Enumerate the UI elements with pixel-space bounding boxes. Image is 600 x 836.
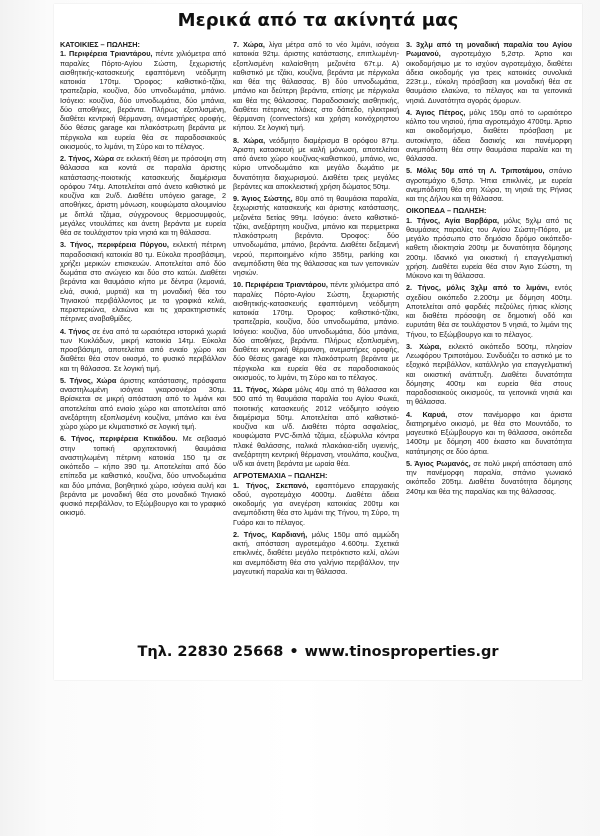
listing-lead: 2. Τήνος, μόλις 3χλμ από το λιμάνι,	[406, 283, 550, 293]
listing-text: σε πολύ μικρή απόσταση από την πανέμορφη παραλία, σπάνιο γωνιακό οικόπεδο 205τμ. Διαθέτει δυνατότητα δόμησης 240τμ και θέα της παραλίας και της θάλασσας.	[406, 458, 572, 496]
listing-text: αγροτεμάχιο 5,2στρ. Άρτιο και οικοδομήσιμο με το ισχύον αγροτεμάχιο, διαθέτει άδεια οικοδομής για τρεις κατοικίες συνολικά 223τ.μ., εύκολη πρόσβαση και μοναδική θέα σε θαυμάσιο ελαιώνα, το πέλαγος και τα γειτονικά νησιά. Δυνατότητα αγοράς όμορων.	[406, 49, 572, 105]
property-listing	[233, 385, 399, 468]
property-listing	[406, 410, 572, 456]
listing-text: στον πανέμορφο και άριστα διατηρημένο οικισμό, με θέα στο Μουντάδο, το μαγευτικό Εξώμβουργο και τη θάλασσα, οικόπεδα 1400τμ με δόμηση 400 έκαστο και δυνατότητα κατάτμησης σε δύο άρτια.	[406, 409, 572, 456]
property-listing	[60, 434, 226, 517]
property-listing	[60, 240, 226, 323]
listing-text: Με σεβασμό στην τοπική αρχιτεκτονική θαυμάσια αναστηλωμένη πέτρινη κατοικία 150 τμ σε οικόπεδο – κήπο 390 τμ. Αποτελείται από δύο επίπεδα με καθιστικό, κουζίνα, δύο υπνοδωμάτια και δύο μπάνια, βοηθητικό χώρο, ισόγεια αυλή και βεράντα με μοναδική θέα στο μοναδικό Τηνιακό φυσικό περιβάλλον, το Εξώμβουργο και το γραφικό οικισμό.	[60, 434, 226, 518]
listing-text: εκλεκτό οικόπεδο 500τμ, πλησίον Λεωφόρου Τριποτάμου. Συνδυάζει το αστικό με το εξοχικό περιβάλλον, κατάλληλο για επαγγελματική και οικιστική ανάπτυξη. Διαθέτει δυνατότητα δόμησης 400τμ και ευρεία θέα στους παραδοσιακούς οικισμούς, τα γειτονικά νησιά και τη θάλασσα.	[406, 341, 572, 407]
footer-separator: •	[289, 644, 299, 660]
listing-lead: 3. Τήνος, περιφέρεια Πύργου,	[60, 240, 169, 250]
property-listing	[406, 283, 572, 339]
property-listing	[233, 136, 399, 192]
page-title: Μερικά από τα ακίνητά μας	[177, 10, 459, 31]
listing-lead: 3. 3χλμ από τη μοναδική παραλία του Αγίου Ρωμανού,	[406, 40, 572, 59]
property-listing	[406, 166, 572, 203]
listing-lead: 4. Άγιος Πέτρος,	[406, 107, 466, 117]
listing-text: εφαπτόμενο επαρχιακής οδού, αγροτεμάχιο 4000τμ. Διαθέτει άδεια οικοδομής για ανεγέρση κατοικίας 200τμ και ανεμπόδιστη θέα στο λιμάνι της Τήνου, τη Σύρο, τη Γυάρο και το πέλαγος.	[233, 480, 399, 527]
listing-lead: 4. Τήνος	[60, 326, 90, 336]
property-listing	[406, 40, 572, 105]
property-listing	[60, 49, 226, 151]
website-link[interactable]: www.tinosproperties.gr	[304, 644, 499, 660]
listing-lead: 1. Τήνος, Σκεπανό,	[233, 480, 309, 490]
listing-lead: 2. Τήνος, Καρδιανή,	[233, 529, 308, 539]
property-listing	[233, 194, 399, 277]
listing-text: σε ένα από τα ωραιότερα ιστορικά χωριά των Κυκλάδων, μικρή κατοικία 14τμ. Εύκολα προσβάσιμη, αποτελείται από ενιαίο χώρο και διαθέτει θέα στον οικισμό, το φυσικό περιβάλλον και τη θάλασσα. Σε λογική τιμή.	[60, 326, 226, 373]
listing-lead: 2. Τήνος, Χώρα	[60, 154, 114, 163]
listing-lead: 3. Χώρα,	[406, 341, 442, 351]
listing-lead: 1. Περιφέρεια Τριαντάρου,	[60, 49, 153, 59]
listing-text: νεόδμητο διαμέρισμα Β ορόφου 87τμ. Άριστη κατασκευή με καλή μόνωση, αποτελείται από άνετο χώρο κουζίνας-καθιστικού, μπάνιο, wc, κύριο υπνοδωμάτιο και μεγάλο δωμάτιο με δυνατότητα διαχωρισμού. Διαθέτει τρεις μεγάλες βεράντες και αποκλειστική χρήση δώματος 50τμ.	[233, 135, 399, 191]
listing-text: μόλις 5χλμ από τις θαυμάσιες παραλίες του Αγίου Σώστη-Πόρτο, με μεγάλο πρόσωπο στο δημόσιο δρόμο οικόπεδο-καθετη ιδιοκτησία 200τμ με δυνατότητα δόμησης 200τμ. Ιδανικό για οικιστική ή επαγγελματική χρήση. Διαθέτει ευρεία θέα στον Άγιο Σώστη, τη Μύκονο και τη θάλασσα.	[406, 215, 572, 280]
column-3	[406, 40, 572, 634]
listing-lead: 6. Τήνος, περιφέρεια Κτικάδου.	[60, 434, 178, 444]
property-listing	[60, 376, 226, 432]
listing-text: μόλις 40μ από τη θάλασσα και 500 από τη θαυμάσια παραλία του Αγίου Φωκά, ποιοτικής κατασκευής 2012 νεόδμητο ισόγειο διαμέρισμα 50τμ. Αποτελείται από καθιστικό-κουζίνα και υ/δ. Διαθέτει πόρτα ασφαλείας, κουφώματα PVC-διπλά τζάμια, εξώφυλλα κόντρα πλακέ θαλάσσης, ιταλικά πλακάκια-είδη υγιεινής, ανεξάρτητη κεντρική θέρμανση, ντουλάπα, κουζίνα, υ/δ και άνετη βεράντα με ωραία θέα.	[233, 385, 399, 468]
contact-footer	[54, 644, 582, 660]
listing-text: μόλις 150μ από αμμώδη ακτή, απόσταση αγροτεμάχιο 4.600τμ. Σχετικά επικλινές, διαθέτει μεγάλο πετρόκτιστο κελί, αλώνι και ανεμπόδιστη θέα στο γαλήνιο περιβάλλον, την μαγευτική παραλία και τη θάλασσα.	[233, 529, 399, 576]
column-1	[60, 40, 226, 634]
listing-lead: 7. Χώρα,	[233, 40, 265, 49]
listing-text: πέντε χιλιόμετρα από παραλίες Πόρτο-Αγίου Σώστη, ξεχωριστής αισθητικής-κατασκευής εφαπτόμενη νεόδμητη κατοικία 170τμ. Όροφος: καθιστικό-τζάκι, τραπεζαρία, κουζίνα, δύο υπνοδωμάτια, μπάνιο. Ισόγειο: κουζίνα, δύο υπνοδωμάτια, δύο μπάνια, δύο αποθήκες, βεράντα. Πλήρως εξοπλισμένη, διαθέτει κεντρική θέρμανση, ανεμιστήρες οροφής, δύο θέσεις garage και πλακόστρωτη βεράντα με πέργκολα και ευρεία θέα σε παραδοσιακούς οικισμούς, το λιμάνι, τη Σύρο και το πέλαγος.	[233, 280, 399, 382]
section-heading: ΚΑΤΟΙΚΙΕΣ – ΠΩΛΗΣΗ:	[60, 40, 140, 49]
property-listing	[60, 327, 226, 373]
property-listing	[406, 459, 572, 496]
listing-lead: 8. Χώρα,	[233, 135, 266, 145]
listing-lead: 9. Άγιος Σώστης,	[233, 194, 293, 203]
section-heading: ΟΙΚΟΠΕΔΑ – ΠΩΛΗΣΗ:	[406, 206, 487, 216]
listing-text: σε εκλεκτή θέση με πρόσοψη στη θάλασσα και κοντά σε παραλία άριστης κατάστασης-ποιοτικής κατασκευής διαμέρισμα ορόφου 74τμ. Αποτελείται από άνετο καθιστικό με κουζίνα και 2υ/δ. Διαθέτει υπόγειο garage, 2 αποθήκες, άριστη μόνωση, κουφώματα αλουμινίου με διπλά τζάμια, σύγχρονους θερμοσυμφούς, μεγάλες ντουλάπες και άνετη βεράντα με ευρεία θέα σε τουλάχιστον τρία νησιά και τη θάλασσα.	[60, 154, 226, 237]
listing-lead: 4. Καρυά,	[406, 409, 448, 419]
listing-text: λίγα μέτρα από το νέο λιμάνι, ισόγεια κατοικία 92τμ. άριστης κατάστασης, επιπλωμένη-εξοπλισμένη καλαίσθητη μεζονέτα 67τ.μ. Α) καθιστικό με τζάκι, κουζίνα, βεράντα με πέργκολα και θέα της θάλασσας. Β) δύο υπνοδωμάτια, μπάνιο και δεύτερη βεράντα, επίσης με πέργκολα και θέα της θάλασσας. Παραδοσιακής αισθητικής, διαθέτει πέτρινες πλάκες στο δάπεδο, ηλεκτρική θέρμανση (convectors) και χρήση κοινόχρηστου κήπου. Σε λογική τιμή.	[233, 40, 399, 133]
property-listing	[233, 40, 399, 133]
phone-number: Τηλ. 22830 25668	[137, 644, 284, 660]
listing-text: μόλις 150μ από το ωραιότερο κόλπο του νησιού, ήπια αγροτεμάχιο 4700τμ. Άρτιο και οικοδομήσιμο, διαθέτει πρόσβαση με αυτοκίνητο, άδεια δασικής και πανέμορφη ανεμπόδιστη θέα στην θαυμάσια παραλία και τη θάλασσα.	[406, 107, 572, 163]
listing-lead: 5. Άγιος Ρωμανός,	[406, 458, 471, 468]
column-2	[233, 40, 399, 634]
property-listing	[406, 216, 572, 281]
listing-lead: 5. Μόλις 50μ από τη Λ. Τριποτάμου,	[406, 166, 545, 176]
newspaper-clipping	[54, 4, 582, 680]
property-listing	[60, 154, 226, 237]
listing-text: άριστης κατάστασης, πρόσφατα αναστηλωμένη ισόγεια γκαρσονιέρα 30τμ. Βρίσκεται σε μικρή απόσταση από το λιμάνι και αποτελείται από ενιαίο χώρο και αποτελείται από ανεξάρτητη εξοπλισμένη κουζίνα, μπάνιο και ένα χώρο χώρο με κλιματιστικό σε λογική τιμή.	[60, 375, 226, 431]
property-listing	[233, 280, 399, 382]
listing-text: εντός σχεδίου οικόπεδο 2.200τμ με δόμηση 400τμ. Αποτελείται από φαρδιές πεζούλες ήπιας κλίσης και διαθέτει πρόσοψη σε δημοτική οδό και ευρυτάτη θέα σε τουλάχιστον 5 νησιά, το λιμάνι της Τήνου, το Εξώμβουργο και το πέλαγος.	[406, 283, 572, 339]
listing-lead: 1. Τήνος, Αγία Βαρβάρα,	[406, 215, 500, 225]
section-heading: ΑΓΡΟΤΕΜΑΧΙΑ – ΠΩΛΗΣΗ:	[233, 471, 328, 481]
property-listing	[233, 530, 399, 576]
listing-lead: 11. Τήνος, Χώρα	[233, 385, 293, 394]
listing-text: σπάνιο αγροτεμάχιο 6,5στρ. Ήπια επικλινές, με ευρεία ανεμπόδιστη θέα στη Χώρα, τη νησιά της Ρήνιας και της Δήλου και τη θάλασσα.	[406, 166, 572, 203]
property-listing	[406, 342, 572, 407]
property-listing	[233, 481, 399, 527]
listing-lead: 5. Τήνος, Χώρα	[60, 375, 117, 385]
listing-text: πέντε χιλιόμετρα από παραλίες Πόρτο-Αγίου Σώστη, ξεχωριστής αισθητικής-κατασκευής εφαπτόμενη νεόδμητη κατοικία 170τμ. Όροφος: καθιστικό-τζάκι, τραπεζαρία, κουζίνα, δύο υπνοδωμάτια, μπάνιο. Ισόγειο: κουζίνα, δύο υπνοδωμάτια, δύο μπάνια, δύο αποθήκες, βεράντα. Πλήρως εξοπλισμένη, διαθέτει κεντρική θέρμανση, ανεμιστήρες οροφής, δύο θέσεις garage και πλακόστρωτη βεράντα με πέργκολα και ευρεία θέα σε παραδοσιακούς οικισμούς, το λιμάνι, τη Σύρο και το πέλαγος.	[60, 49, 226, 151]
property-listing	[406, 108, 572, 164]
listing-text: 80μ από τη θαυμάσια παραλία, ξεχωριστής κατασκευής και άριστης κατάστασης, μεζονέτα 5ετίας 99τμ. Ισόγειο: άνετο καθιστικό-τζάκι, ανεξάρτητη κουζίνα, μπάνιο και περιμετρικα πλακόστρωτη βεράντα. Όροφος: δύο υπνοδωμάτια, μπάνιο, βεράντα. Διαθέτει δεξαμενή νερού, περιποιημένο κήπο 355τμ, parking και ανεμπόδιστη θέα της θάλασσας και των γειτονικών νησιών.	[233, 194, 399, 277]
listing-text: εκλεκτή πέτρινη παραδοσιακή κατοικία 80 τμ. Εύκολα προσβάσιμη, χρήζει μερικών επισκευών. Αποτελείται από δύο δωμάτια στο ανώγειο και δύο στο κατώι. Διαθέτει βεράντα και θαυμάσιο κήπο με δέντρα (λεμονιά, ελιά, συκιά, μυρτιά) και τη μοναδική θέα του Τηνιακού περιβάλλοντος με τα γραφικά κελιά, περιστεριώνα, ελαιώνα και τις χαρακτηριστικές πέτρινες αναβαθμίδες.	[60, 240, 226, 324]
listing-lead: 10. Περιφέρεια Τριαντάρου,	[233, 280, 328, 290]
